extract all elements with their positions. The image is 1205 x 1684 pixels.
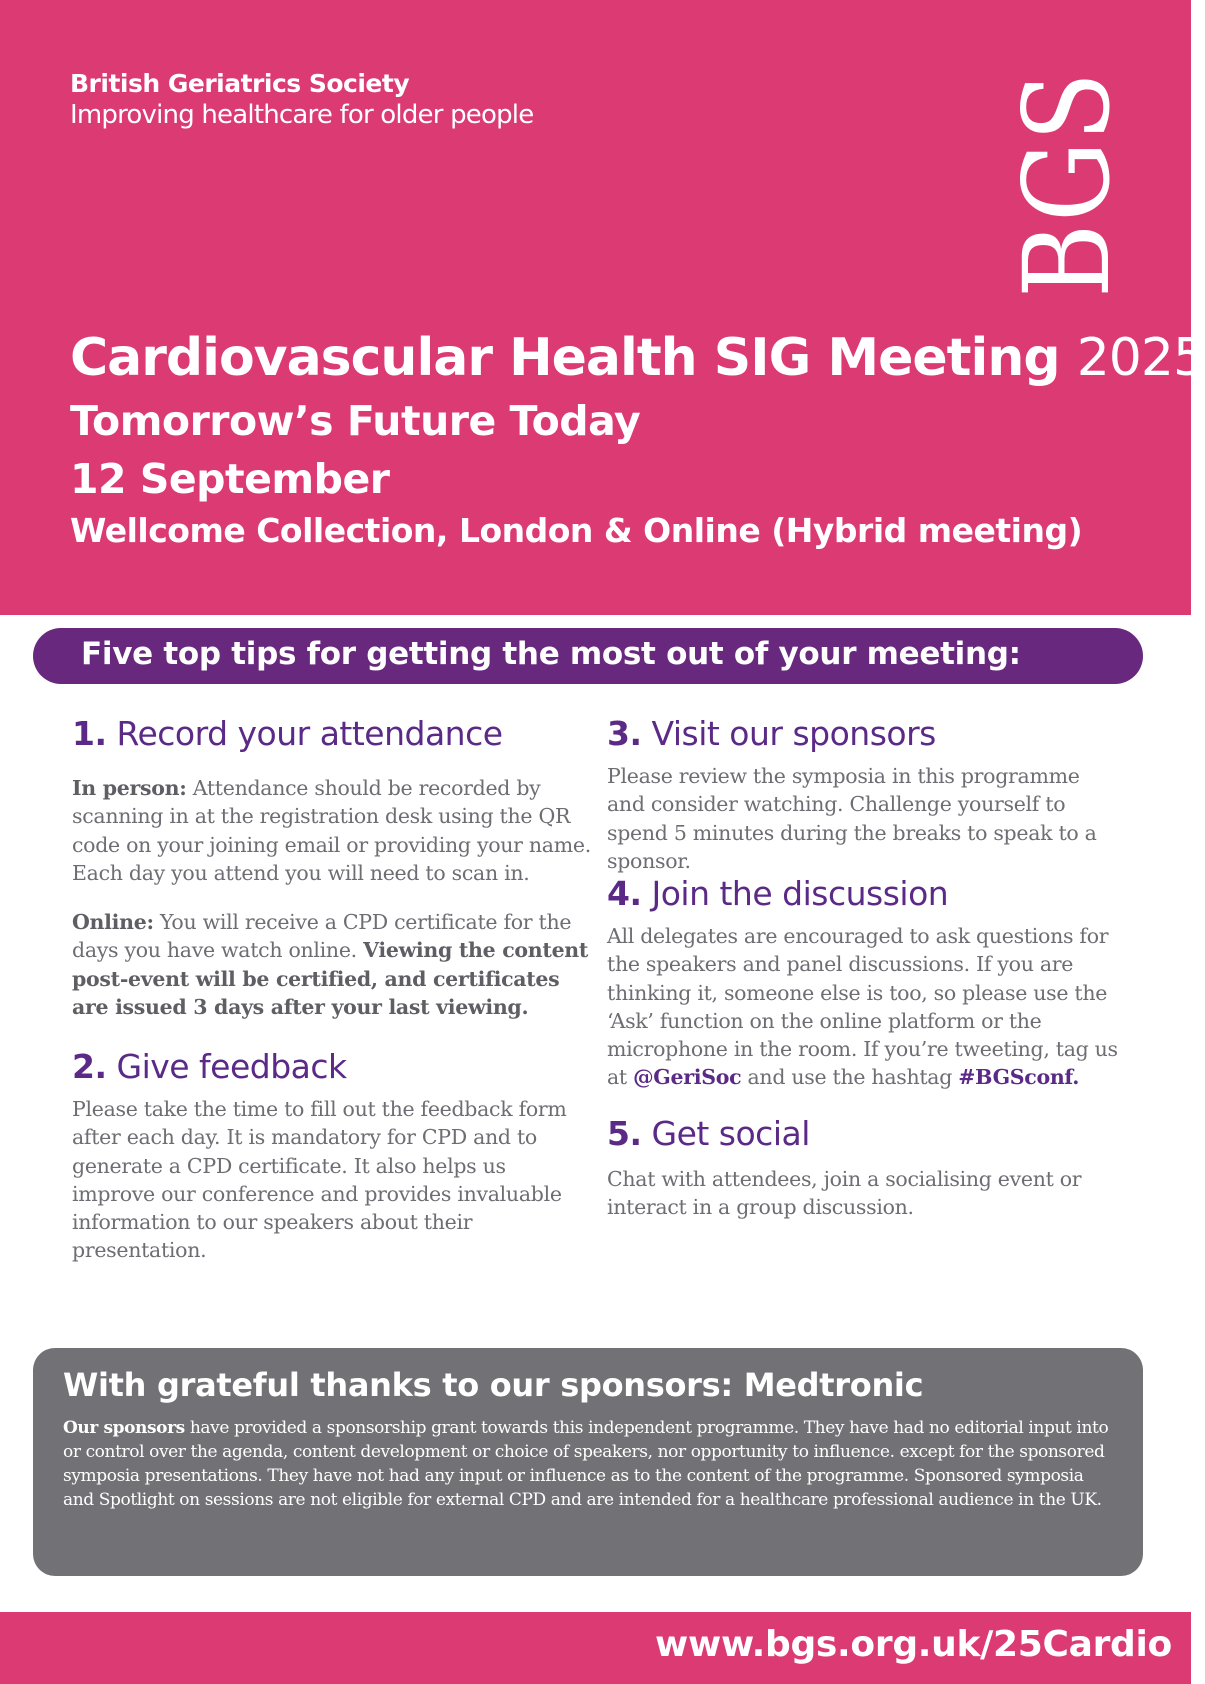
sponsor-title: With grateful thanks to our sponsors: Medtronic <box>63 1366 924 1404</box>
in-person-text: Attendance should be recorded by scanning in at the registration desk using the QR code on your joining email or providing your name. Each day you attend you will need to scan in. <box>72 776 591 885</box>
org-tagline: Improving healthcare for older people <box>70 100 534 130</box>
org-name: British Geriatrics Society <box>70 69 410 98</box>
tip-2-heading <box>72 1047 592 1086</box>
tips-banner <box>33 628 1143 684</box>
tip-3-number: 3. <box>607 714 642 753</box>
header-banner <box>0 0 1205 615</box>
online-bold-text: Viewing the content post-event will be certified, and certificates are issued 3 days after your last viewing. <box>72 938 589 1019</box>
tip-2-body: Please take the time to fill out the feedback form after each day. It is mandatory for CPD and to generate a CPD certificate. It also helps us improve our conference and provides invaluable information to our speakers about their presentation. <box>72 1097 567 1263</box>
hashtag: #BGSconf. <box>958 1065 1080 1090</box>
meeting-date: 12 September <box>70 455 390 503</box>
tip-2-number: 2. <box>72 1047 107 1086</box>
tip-2-title: Give feedback <box>116 1047 347 1086</box>
meeting-title <box>70 328 1205 388</box>
sponsor-text: have provided a sponsorship grant towards this independent programme. They have had no editorial input into or control over the agenda, content development or choice of speakers, nor opportunity to influence. except for the sponsored symposia presentations. They have not had any input or influence as to the content of the programme. Sponsored symposia and Spotlight on sessions are not eligible for external CPD and are intended for a healthcare professional audience in the UK. <box>63 1418 1109 1510</box>
bgs-logo <box>998 33 1136 300</box>
sponsor-label: Our sponsors <box>63 1418 185 1438</box>
tip-3-title: Visit our sponsors <box>651 714 936 753</box>
tip-1-number: 1. <box>72 714 107 753</box>
tips-banner-text: Five top tips for getting the most out of your meeting: <box>81 636 1021 672</box>
website-link[interactable]: www.bgs.org.uk/25Cardio <box>655 1624 1172 1665</box>
tip-5-number: 5. <box>607 1114 642 1153</box>
tip-1-online <box>72 908 592 1021</box>
tip-4-body <box>607 922 1122 1092</box>
meeting-venue: Wellcome Collection, London & Online (Hybrid meeting) <box>70 511 1083 550</box>
in-person-label: In person: <box>72 776 187 800</box>
tip-4-title: Join the discussion <box>651 874 949 913</box>
tip-5-title: Get social <box>651 1114 810 1153</box>
meeting-title-text: Cardiovascular Health SIG Meeting <box>70 328 1060 388</box>
tip-4-text-b: and use the hashtag <box>741 1065 959 1090</box>
online-label: Online: <box>72 910 154 934</box>
tip-4-number: 4. <box>607 874 642 913</box>
meeting-subtitle: Tomorrow’s Future Today <box>70 397 641 445</box>
sponsor-disclaimer <box>63 1416 1118 1512</box>
tip-4-text-a: All delegates are encouraged to ask questions for the speakers and panel discussions. If you are thinking it, someone else is too, so please use the ‘Ask’ function on the online platform or the microphone in the room. If you’re tweeting, tag us at <box>607 924 1118 1090</box>
online-text: You will receive a CPD certificate for the days you have watch online. <box>72 910 572 963</box>
tip-1-title: Record your attendance <box>116 714 503 753</box>
twitter-handle: @GeriSoc <box>633 1065 742 1090</box>
meeting-year: 2025 <box>1076 328 1205 388</box>
footer-bar <box>0 1612 1191 1684</box>
tip-1-heading <box>72 714 592 753</box>
tip-1-in-person <box>72 774 592 887</box>
bgs-logo-text: BGS <box>998 33 1136 298</box>
tip-5-body: Chat with attendees, join a socialising event or interact in a group discussion. <box>607 1167 1082 1220</box>
tip-4-heading <box>607 874 1122 913</box>
tip-3-body: Please review the symposia in this programme and consider watching. Challenge yourself to spend 5 minutes during the breaks to speak to a sponsor. <box>607 764 1097 873</box>
sponsor-box <box>33 1348 1143 1576</box>
tip-5-heading <box>607 1114 1122 1153</box>
tip-3-heading <box>607 714 1122 753</box>
